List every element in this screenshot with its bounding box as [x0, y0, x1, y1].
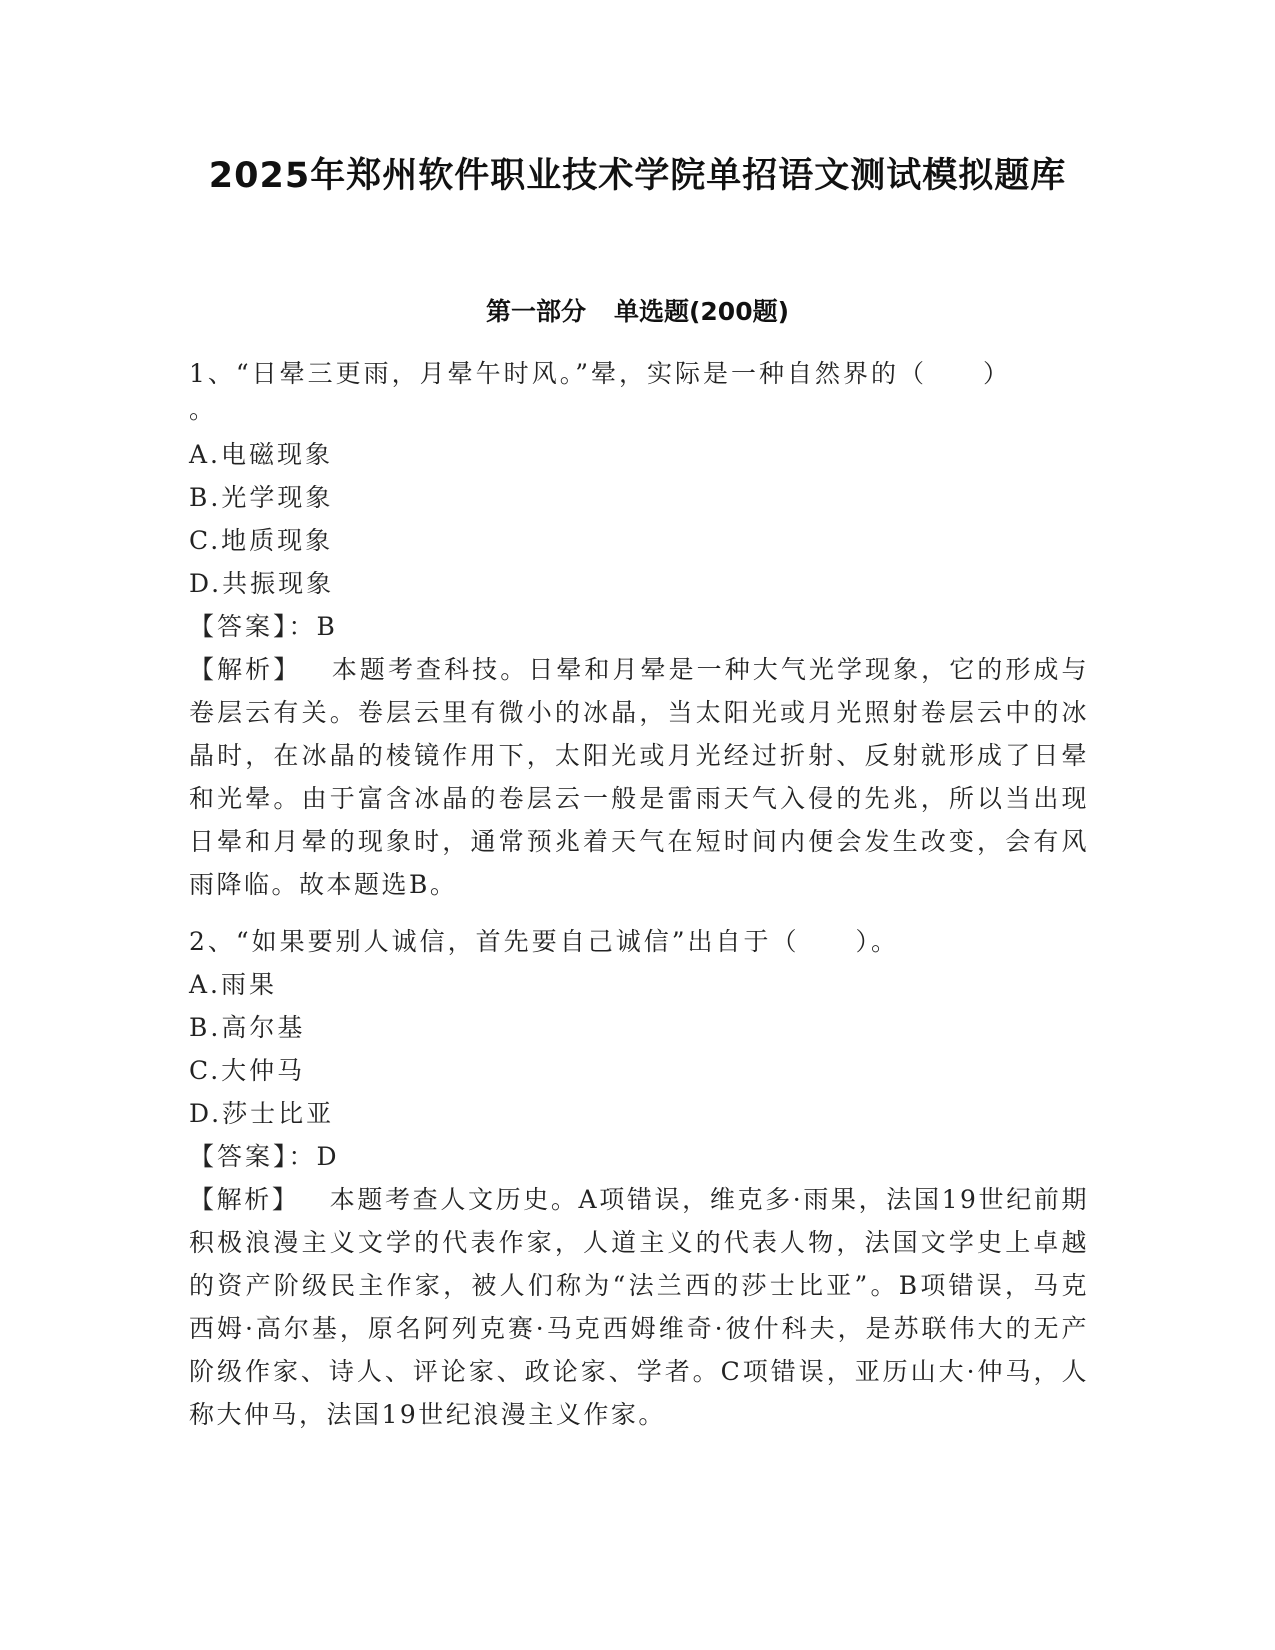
option-b: B.高尔基: [189, 1013, 306, 1042]
answer-label: 【答案】：: [189, 612, 317, 641]
section-type: 单选题(200题): [613, 297, 790, 326]
analysis-text: 本题考查人文历史。A项错误，维克多·雨果，法国19世纪前期积极浪漫主义文学的代表作家，人道主义的代表人物，法国文学史上卓越的资产阶级民主作家，被人们称为“法兰西的莎士比亚”。B项错误，马克西姆·高尔基，原名阿列克赛·马克西姆维奇·彼什科夫，是苏联伟大的无产阶级作家、诗人、评论家、政论家、学者。C项错误，亚历山大·仲马，人称大仲马，法国19世纪浪漫主义作家。: [189, 1185, 1089, 1429]
option-a: A.雨果: [189, 970, 278, 999]
analysis-label: 【解析】: [189, 1185, 300, 1214]
answer-value: B: [316, 612, 338, 641]
analysis-text: 本题考查科技。日晕和月晕是一种大气光学现象，它的形成与卷层云有关。卷层云里有微小的冰晶，当太阳光或月光照射卷层云中的冰晶时，在冰晶的棱镜作用下，太阳光或月光经过折射、反射就形成了日晕和光晕。由于富含冰晶的卷层云一般是雷雨天气入侵的先兆，所以当出现日晕和月晕的现象时，通常预兆着天气在短时间内便会发生改变，会有风雨降临。故本题选B。: [189, 655, 1089, 899]
option-c: C.地质现象: [189, 526, 334, 555]
section-part: 第一部分: [485, 297, 586, 326]
option-b: B.光学现象: [189, 483, 334, 512]
question-2: [189, 920, 1089, 1436]
answer-label: 【答案】：: [189, 1142, 317, 1171]
answer-value: D: [316, 1142, 340, 1171]
option-c: C.大仲马: [189, 1056, 306, 1085]
analysis-paragraph: [189, 1178, 1089, 1436]
question-1: [189, 352, 1089, 906]
answer-line: [189, 605, 1089, 648]
option-a: A.电磁现象: [189, 440, 334, 469]
option-d: D.共振现象: [189, 569, 335, 598]
document-title: 2025年郑州软件职业技术学院单招语文测试模拟题库: [208, 156, 1067, 196]
question-stem: 2、“如果要别人诚信，首先要自己诚信”出自于（ ）。: [189, 927, 899, 956]
question-list: [189, 352, 1089, 1436]
analysis-paragraph: [189, 648, 1089, 906]
option-d: D.莎士比亚: [189, 1099, 335, 1128]
answer-line: [189, 1135, 1089, 1178]
analysis-label: 【解析】: [189, 655, 302, 684]
question-stem: 1、“日晕三更雨，月晕午时风。”晕，实际是一种自然界的（ ）: [189, 359, 1011, 388]
section-heading: [0, 292, 1275, 328]
question-stem-continuation: 。: [189, 395, 215, 424]
